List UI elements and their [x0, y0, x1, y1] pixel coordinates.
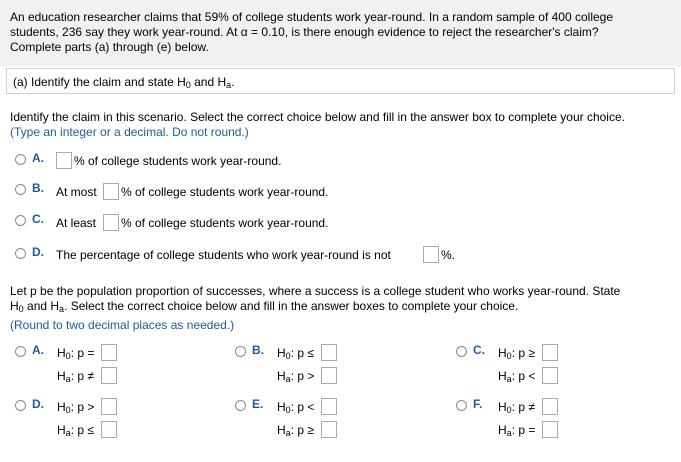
hyp-choice-b-radio[interactable] — [235, 346, 246, 357]
claim-choice-b-letter: B. — [32, 181, 44, 195]
hyp-choice-f-ha — [498, 423, 535, 437]
h0-label: H — [498, 400, 507, 414]
hyp-choice-b-ha-input[interactable] — [321, 367, 337, 384]
hyp-choice-f-h0-input[interactable] — [542, 398, 558, 415]
hyp-choice-a-radio[interactable] — [15, 346, 26, 357]
hyp-instruction-line-1: Let p be the population proportion of successes, where a success is a college student who works year-round. State — [10, 284, 621, 298]
h0-relation: p > — [77, 400, 95, 414]
hyp-choice-d-h0-input[interactable] — [101, 398, 117, 415]
hyp-choice-d-ha-input[interactable] — [101, 421, 117, 438]
ha-sub: a — [65, 428, 71, 438]
claim-choice-d-input[interactable] — [423, 246, 439, 263]
claim-choice-c-input[interactable] — [103, 214, 119, 231]
hyp-choice-d-h0 — [57, 400, 94, 414]
h0-sub: 0 — [506, 351, 512, 361]
hyp-choice-d-radio[interactable] — [15, 400, 26, 411]
claim-choice-c-letter: C. — [32, 212, 44, 226]
h0-label: H — [57, 400, 66, 414]
claim-choice-a-text: % of college students work year-round. — [74, 154, 282, 168]
hyp-choice-f-radio[interactable] — [456, 400, 467, 411]
hyp-instruction-line-2 — [10, 299, 518, 314]
h0-relation: p = — [77, 346, 95, 360]
ha-colon: : — [70, 423, 78, 437]
hyp-choice-f-ha-input[interactable] — [542, 421, 558, 438]
h0-sub: 0 — [285, 351, 291, 361]
ha-colon: : — [290, 369, 298, 383]
claim-choice-a-input[interactable] — [56, 152, 72, 169]
hyp-choice-c-radio[interactable] — [456, 346, 467, 357]
ha-label: H — [498, 369, 507, 383]
hyp-choice-e-h0 — [277, 400, 314, 414]
ha-subscript: a — [226, 80, 232, 90]
hyp-choice-d-ha — [57, 423, 94, 437]
ha-label: H — [57, 369, 66, 383]
claim-choice-d-text: %. — [441, 248, 456, 262]
hyp-hint: (Round to two decimal places as needed.) — [10, 318, 235, 332]
part-a-label: (a) Identify the claim and state H — [13, 75, 186, 89]
ha-colon: : — [290, 423, 298, 437]
claim-choice-b-input[interactable] — [103, 183, 119, 200]
ha-sub: a — [506, 374, 512, 384]
hyp-choice-b-ha — [277, 369, 314, 383]
ha-relation: p ≤ — [77, 423, 94, 437]
ha-label: H — [277, 369, 286, 383]
hyp-choice-e-radio[interactable] — [235, 400, 246, 411]
hyp-h0-letter: H — [10, 299, 19, 313]
h0-sub: 0 — [65, 351, 71, 361]
hyp-choice-f-letter: F. — [473, 397, 483, 411]
hyp-choice-a-ha-input[interactable] — [101, 367, 117, 384]
h0-sub: 0 — [285, 405, 291, 415]
h0-label: H — [57, 346, 66, 360]
h0-colon: : — [290, 346, 298, 360]
hyp-h0-sub: 0 — [18, 304, 24, 314]
hyp-choice-d-letter: D. — [32, 397, 44, 411]
claim-instruction: Identify the claim in this scenario. Select the correct choice below and fill in the answer box to complete your choice. — [10, 110, 625, 124]
h0-subscript: 0 — [185, 80, 191, 90]
h0-label: H — [277, 400, 286, 414]
hyp-choice-b-h0-input[interactable] — [321, 344, 337, 361]
ha-relation: p = — [518, 423, 536, 437]
hyp-choice-e-ha-input[interactable] — [321, 421, 337, 438]
hyp-instruction-rest: . Select the correct choice below and fill in the answer boxes to complete your choice. — [64, 299, 519, 313]
ha-label: H — [277, 423, 286, 437]
ha-relation: p ≥ — [297, 423, 314, 437]
claim-choice-a-radio[interactable] — [15, 154, 26, 165]
ha-sub: a — [506, 428, 512, 438]
h0-colon: : — [511, 400, 519, 414]
h0-colon: : — [511, 346, 519, 360]
claim-choice-a-letter: A. — [32, 151, 44, 165]
hyp-choice-e-letter: E. — [252, 397, 264, 411]
ha-colon: : — [70, 369, 78, 383]
hyp-choice-a-ha — [57, 369, 94, 383]
hyp-choice-e-ha — [277, 423, 314, 437]
h0-relation: p < — [297, 400, 315, 414]
hyp-choice-b-h0 — [277, 346, 314, 360]
ha-relation: p > — [297, 369, 315, 383]
problem-line-3: Complete parts (a) through (e) below. — [10, 40, 209, 54]
claim-choice-c-prefix: At least — [56, 216, 97, 230]
part-a-header — [6, 68, 675, 94]
claim-choice-b-prefix: At most — [56, 185, 97, 199]
h0-colon: : — [70, 346, 78, 360]
hyp-choice-c-ha — [498, 369, 535, 383]
ha-colon: : — [511, 369, 519, 383]
hyp-choice-b-letter: B. — [252, 343, 264, 357]
claim-choice-d-radio[interactable] — [15, 248, 26, 259]
ha-label: H — [57, 423, 66, 437]
ha-relation: p < — [518, 369, 536, 383]
claim-choice-d-prefix: The percentage of college students who work year-round is not — [56, 248, 391, 262]
ha-relation: p ≠ — [77, 369, 94, 383]
ha-sub: a — [285, 428, 291, 438]
ha-colon: : — [511, 423, 519, 437]
hyp-choice-f-h0 — [498, 400, 535, 414]
hyp-choice-a-h0 — [57, 346, 94, 360]
claim-choice-d-letter: D. — [32, 245, 44, 259]
hyp-ha-letter: and H — [23, 299, 60, 313]
claim-choice-b-text: % of college students work year-round. — [121, 185, 329, 199]
hyp-ha-sub: a — [59, 304, 65, 314]
h0-sub: 0 — [506, 405, 512, 415]
claim-choice-c-text: % of college students work year-round. — [121, 216, 329, 230]
problem-line-2: students, 236 say they work year-round. At α = 0.10, is there enough evidence to reject the researcher's claim? — [10, 25, 599, 39]
ha-sub: a — [285, 374, 291, 384]
claim-hint: (Type an integer or a decimal. Do not round.) — [10, 125, 249, 139]
h0-sub: 0 — [65, 405, 71, 415]
h0-relation: p ≠ — [518, 400, 535, 414]
h0-relation: p ≥ — [518, 346, 535, 360]
claim-choice-b-radio[interactable] — [15, 184, 26, 195]
problem-statement — [0, 0, 681, 66]
claim-choice-c-radio[interactable] — [15, 215, 26, 226]
h0-colon: : — [70, 400, 78, 414]
h0-colon: : — [290, 400, 298, 414]
h0-relation: p ≤ — [297, 346, 314, 360]
h0-label: H — [498, 346, 507, 360]
hyp-choice-c-letter: C. — [473, 343, 485, 357]
part-a-and: and H — [190, 75, 227, 89]
part-a-end: . — [231, 75, 235, 89]
ha-label: H — [498, 423, 507, 437]
ha-sub: a — [65, 374, 71, 384]
hyp-choice-a-letter: A. — [32, 343, 44, 357]
hyp-choice-c-ha-input[interactable] — [542, 367, 558, 384]
hyp-choice-e-h0-input[interactable] — [321, 398, 337, 415]
hyp-choice-a-h0-input[interactable] — [101, 344, 117, 361]
hyp-choice-c-h0-input[interactable] — [542, 344, 558, 361]
h0-label: H — [277, 346, 286, 360]
problem-line-1: An education researcher claims that 59% of college students work year-round. In a random sample of 400 college — [10, 10, 613, 24]
hyp-choice-c-h0 — [498, 346, 535, 360]
